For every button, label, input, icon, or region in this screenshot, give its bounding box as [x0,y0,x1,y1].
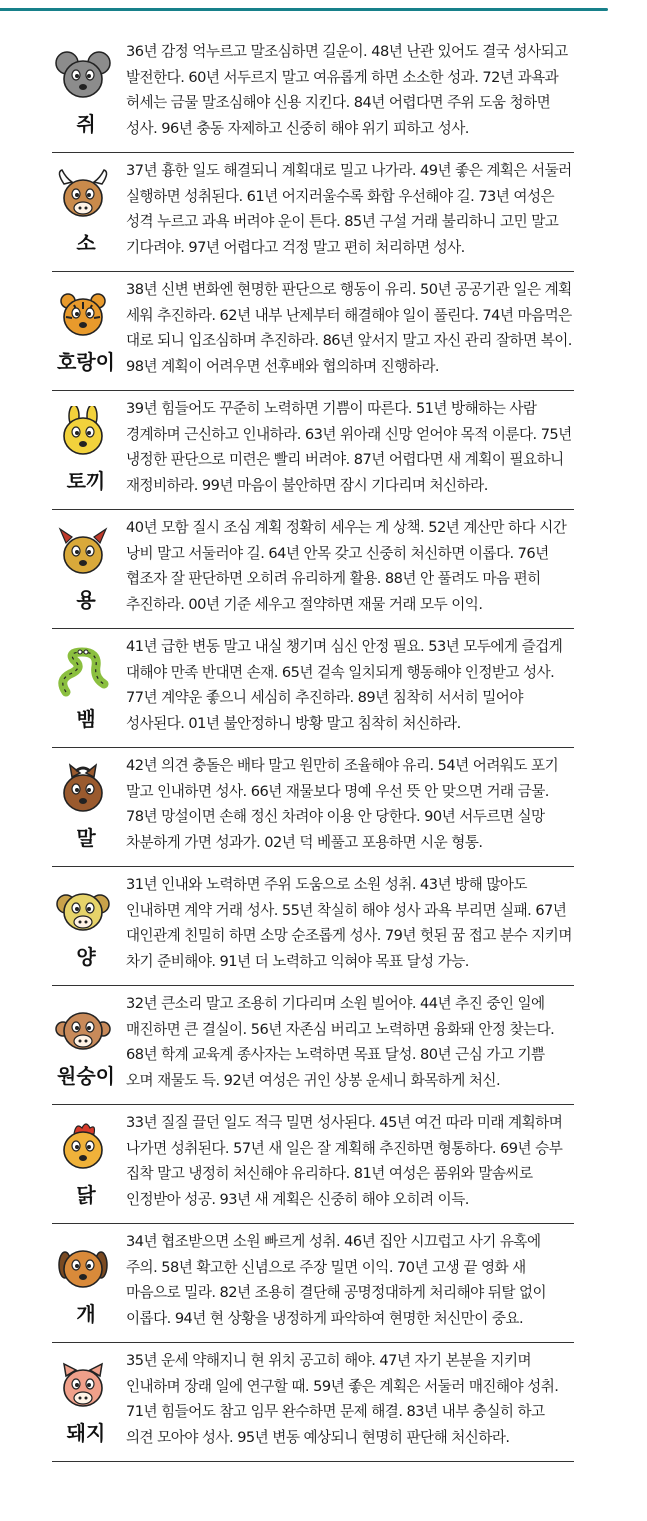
rat-icon-graphic [54,49,112,103]
horse-icon [52,762,114,818]
ox-icon-graphic [54,168,112,222]
dragon-icon-graphic [54,525,112,579]
animal-name: 토끼 [66,469,106,493]
zodiac-entry [52,510,574,629]
horse-icon-graphic [54,763,112,817]
sheep-icon [52,881,114,937]
rat-icon [52,48,114,104]
fortune-text: 39년 힘들어도 꾸준히 노력하면 기쁨이 따른다. 51년 방해하는 사람 경계하며 근신하고 인내하라. 63년 위아래 신망 얻어야 목적 이룬다. 75년 냉정한 판단으로 미련은 빨리 버려야. 87년 어렵다면 새 계획이 필요하니 재정비하라. 99년 마음이 불안하면 잠시 기다리며 처신하라. [126,400,572,494]
zodiac-entry [52,748,574,867]
header-rule [0,8,608,11]
fortune-text: 33년 질질 끌던 일도 적극 밀면 성사된다. 45년 여건 따라 미래 계획하며 나가면 성취된다. 57년 새 일은 잘 계획해 추진하면 형통하다. 69년 승부 집착 말고 냉정히 처신해야 유리하다. 81년 여성은 품위와 말솜씨로 인정받아 성공. 93년 새 계획은 신중히 해야 오히려 이득. [126,1114,563,1208]
zodiac-entry [52,153,574,272]
animal-name: 소 [76,231,96,255]
sheep-icon-graphic [54,882,112,936]
dog-icon [52,1238,114,1294]
animal-name: 닭 [76,1183,96,1207]
animal-name: 양 [76,945,96,969]
dog-icon-graphic [54,1239,112,1293]
zodiac-entry [52,391,574,510]
pig-icon-graphic [54,1358,112,1412]
tiger-icon [52,286,114,342]
zodiac-entry [52,867,574,986]
tiger-icon-graphic [54,287,112,341]
zodiac-entry [52,1105,574,1224]
animal-name: 쥐 [76,112,96,136]
animal-name: 개 [76,1302,96,1326]
zodiac-entry [52,1224,574,1343]
animal-name: 원숭이 [57,1064,115,1088]
fortune-text: 42년 의견 충돌은 배타 말고 원만히 조율해야 유리. 54년 어려워도 포기 말고 인내하면 성사. 66년 재물보다 명예 우선 뜻 안 맞으면 거래 금물. 78년 망설이면 손해 정신 차려야 이용 안 당한다. 90년 서두르면 실망 차분하게 가면 성과가. 02년 덕 베풀고 포용하면 시운 형통. [126,757,559,851]
fortune-text: 38년 신변 변화엔 현명한 판단으로 행동이 유리. 50년 공공기관 일은 계획 세워 추진하라. 62년 내부 난제부터 해결해야 일이 풀린다. 74년 마음먹은 대로 되니 입조심하며 추진하라. 86년 앞서지 말고 자신 관리 잘하면 복이. 98년 계획이 어려우면 선후배와 협의하며 진행하라. [126,281,572,375]
fortune-text: 37년 흉한 일도 해결되니 계획대로 밀고 나가라. 49년 좋은 계획은 서둘러 실행하면 성취된다. 61년 어지러울수록 화합 우선해야 길. 73년 여성은 성격 누르고 과욕 버려야 운이 튼다. 85년 구설 거래 불리하니 고민 말고 기다려야. 97년 어렵다고 걱정 말고 편히 처리하면 성사. [126,162,572,256]
zodiac-entry [52,986,574,1105]
fortune-text: 32년 큰소리 말고 조용히 기다리며 소원 빌어야. 44년 추진 중인 일에 매진하면 큰 결실이. 56년 자존심 버리고 노력하면 융화돼 안정 찾는다. 68년 학계 교육계 종사자는 노력하면 목표 달성. 80년 근심 가고 기쁨 오며 재물도 득. 92년 여성은 귀인 상봉 운세니 화목하게 처신. [126,995,555,1089]
fortune-text: 31년 인내와 노력하면 주위 도움으로 소원 성취. 43년 방해 많아도 인내하면 계약 거래 성사. 55년 착실히 해야 성사 과욕 부리면 실패. 67년 대인관계 친밀히 하면 소망 순조롭게 성사. 79년 헛된 꿈 접고 분수 지키며 차기 준비해야. 91년 더 노력하고 익혀야 목표 달성 가능. [126,876,572,970]
zodiac-entry [52,34,574,153]
rabbit-icon-graphic [54,406,112,460]
snake-icon-graphic [54,644,112,698]
rabbit-icon [52,405,114,461]
snake-icon [52,643,114,699]
zodiac-entry [52,1343,574,1462]
monkey-icon-graphic [54,1001,112,1055]
fortune-text: 35년 운세 약해지니 현 위치 공고히 해야. 47년 자기 본분을 지키며 인내하며 장래 일에 연구할 때. 59년 좋은 계획은 서둘러 매진해야 성취. 71년 힘들어도 참고 임무 완수하면 문제 해결. 83년 내부 충실히 하고 의견 모아야 성사. 95년 변동 예상되니 현명히 판단해 처신하라. [126,1352,559,1446]
fortune-text: 40년 모함 질시 조심 계획 정확히 세우는 게 상책. 52년 계산만 하다 시간 낭비 말고 서둘러야 길. 64년 안목 갖고 신중히 처신하면 이롭다. 76년 협조자 잘 판단하면 오히려 유리하게 활용. 88년 안 풀려도 마음 편히 추진하라. 00년 기준 세우고 절약하면 재물 거래 모두 이익. [126,519,567,613]
fortune-text: 36년 감정 억누르고 말조심하면 길운이. 48년 난관 있어도 결국 성사되고 발전한다. 60년 서두르지 말고 여유롭게 하면 소소한 성과. 72년 과욕과 허세는 금물 말조심해야 신용 지킨다. 84년 어렵다면 주위 도움 청하면 성사. 96년 충동 자제하고 신중히 해야 위기 피하고 성사. [126,43,568,137]
animal-name: 용 [76,588,96,612]
zodiac-entry [52,272,574,391]
animal-name: 뱀 [76,707,96,731]
fortune-text: 34년 협조받으면 소원 빠르게 성취. 46년 집안 시끄럽고 사기 유혹에 주의. 58년 확고한 신념으로 주장 밀면 이익. 70년 고생 끝 영화 새 마음으로 밀라. 82년 조용히 결단해 공명정대하게 처리해야 뒤탈 없이 이롭다. 94년 현 상황을 냉정하게 파악하여 현명한 처신만이 중요. [126,1233,547,1327]
rooster-icon [52,1119,114,1175]
animal-name: 돼지 [66,1421,106,1445]
dragon-icon [52,524,114,580]
rooster-icon-graphic [54,1120,112,1174]
fortune-text: 41년 급한 변동 말고 내실 챙기며 심신 안정 필요. 53년 모두에게 즐겁게 대해야 만족 반대면 손재. 65년 겉속 일치되게 행동해야 인정받고 성사. 77년 계약운 좋으니 세심히 추진하라. 89년 침착히 서서히 밀어야 성사된다. 01년 불안정하니 방황 말고 침착히 처신하라. [126,638,563,732]
ox-icon [52,167,114,223]
pig-icon [52,1357,114,1413]
animal-name: 말 [76,826,96,850]
monkey-icon [52,1000,114,1056]
animal-name: 호랑이 [57,350,115,374]
fortune-list [52,34,574,1462]
zodiac-entry [52,629,574,748]
